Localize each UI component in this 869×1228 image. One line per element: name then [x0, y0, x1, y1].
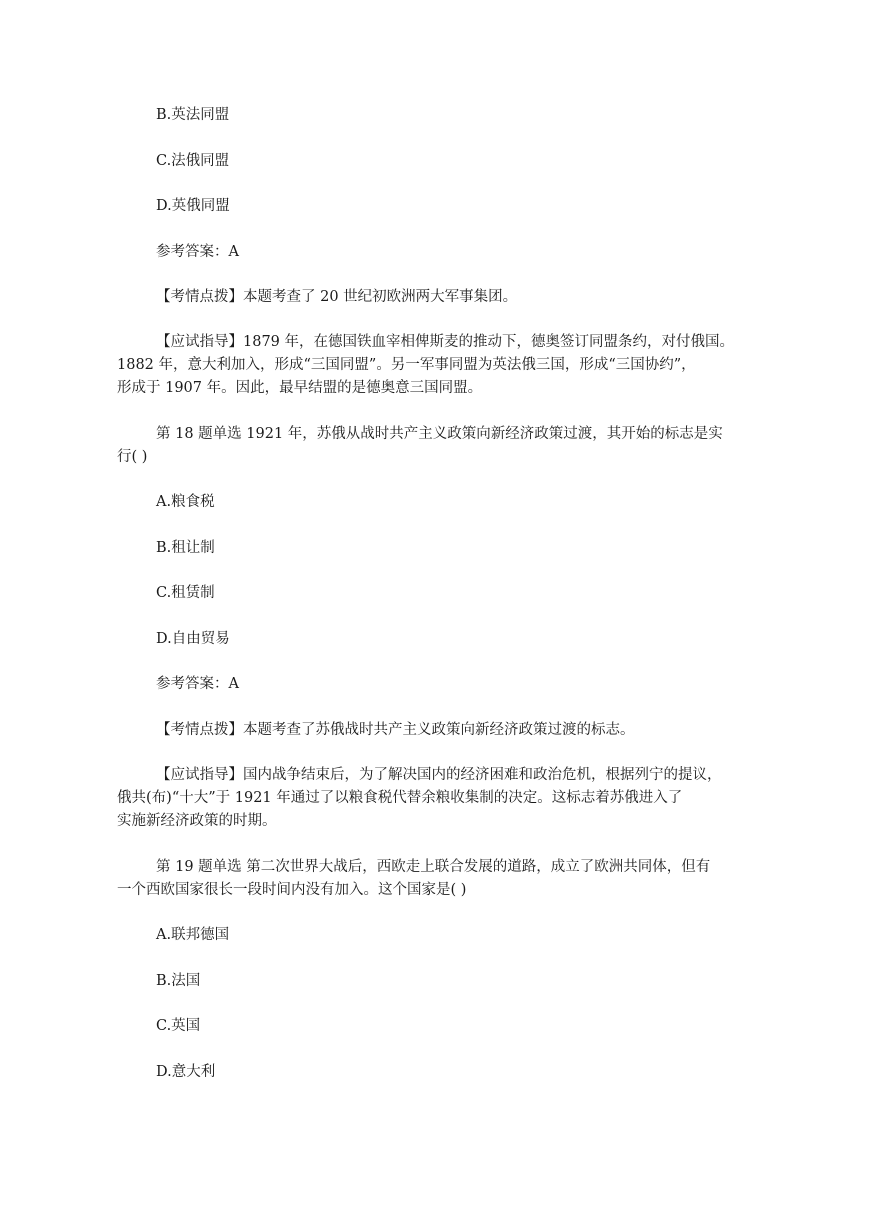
answer-q17: 参考答案：A	[156, 244, 239, 260]
option-q18-b: B.租让制	[156, 540, 215, 556]
option-q19-c: C.英国	[156, 1018, 201, 1034]
guide-q17-line-2: 1882 年，意大利加入，形成“三国同盟”。另一军事同盟为英法俄三国，形成“三国协约”，	[117, 357, 696, 373]
option-q18-a: A.粮食税	[156, 494, 215, 510]
option-q17-d: D.英俄同盟	[156, 198, 230, 214]
option-q19-a: A.联邦德国	[156, 927, 230, 943]
option-q17-b: B.英法同盟	[156, 107, 230, 123]
guide-q18-line-1: 【应试指导】国内战争结束后，为了解决国内的经济困难和政治危机，根据列宁的提议，	[156, 767, 722, 783]
option-q18-d: D.自由贸易	[156, 631, 230, 647]
answer-q18: 参考答案：A	[156, 676, 239, 692]
option-q18-c: C.租赁制	[156, 585, 215, 601]
question-19-line-2: 一个西欧国家很长一段时间内没有加入。这个国家是( )	[117, 882, 467, 898]
guide-q17-line-3: 形成于 1907 年。因此，最早结盟的是德奥意三国同盟。	[117, 380, 483, 396]
point-q17: 【考情点拨】本题考查了 20 世纪初欧洲两大军事集团。	[156, 289, 518, 305]
option-q19-b: B.法国	[156, 973, 201, 989]
question-19-line-1: 第 19 题单选 第二次世界大战后，西欧走上联合发展的道路，成立了欧洲共同体，但有	[156, 859, 711, 875]
point-q18: 【考情点拨】本题考查了苏俄战时共产主义政策向新经济政策过渡的标志。	[156, 722, 635, 738]
guide-q18-line-2: 俄共(布)“十大”于 1921 年通过了以粮食税代替余粮收集制的决定。这标志着苏俄进入了	[117, 790, 683, 806]
option-q19-d: D.意大利	[156, 1064, 216, 1080]
option-q17-c: C.法俄同盟	[156, 153, 230, 169]
guide-q17-line-1: 【应试指导】1879 年，在德国铁血宰相俾斯麦的推动下，德奥签订同盟条约，对付俄国。	[156, 334, 735, 350]
question-18-line-2: 行( )	[117, 449, 148, 465]
guide-q18-line-3: 实施新经济政策的时期。	[117, 813, 277, 829]
question-18-line-1: 第 18 题单选 1921 年，苏俄从战时共产主义政策向新经济政策过渡，其开始的标志是实	[156, 426, 723, 442]
